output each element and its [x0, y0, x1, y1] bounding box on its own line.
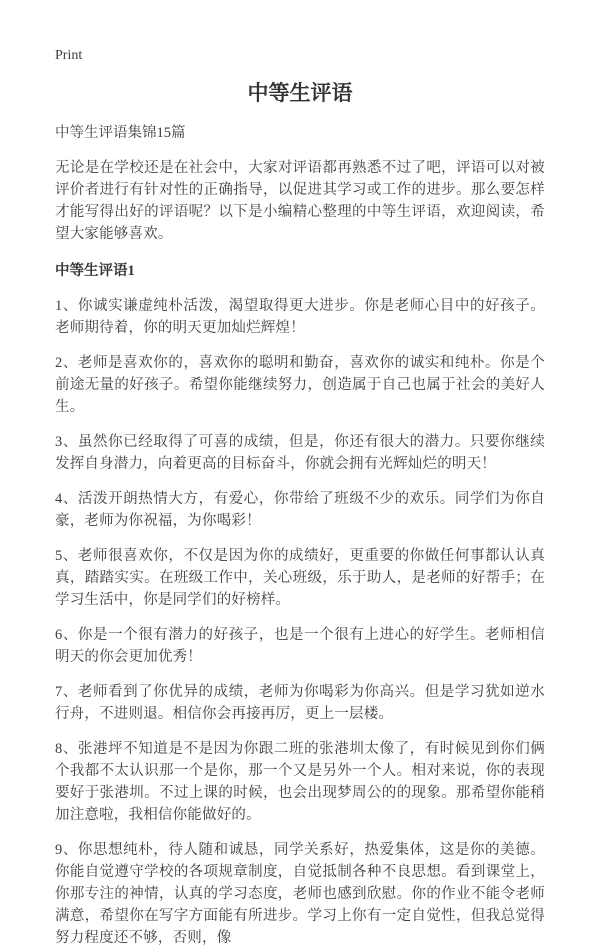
- paragraph-3: 3、虽然你已经取得了可喜的成绩，但是，你还有很大的潜力。只要你继续发挥自身潜力，向着更高的目标奋斗，你就会拥有光辉灿烂的明天！: [55, 434, 545, 472]
- intro-paragraph: 无论是在学校还是在社会中，大家对评语都再熟悉不过了吧，评语可以对被评价者进行有针对性的正确指导，以促进其学习或工作的进步。那么要怎样才能写得出好的评语呢？以下是小编精心整理的中等生评语，欢迎阅读，希望大家能够喜欢。: [55, 160, 545, 242]
- paragraph-4: 4、活泼开朗热情大方，有爱心，你带给了班级不少的欢乐。同学们为你自豪，老师为你祝福，为你喝彩！: [55, 491, 545, 529]
- paragraph-6: 6、你是一个很有潜力的好孩子，也是一个很有上进心的好学生。老师相信明天的你会更加优秀！: [55, 627, 545, 665]
- paragraph-7: 7、老师看到了你优异的成绩，老师为你喝彩为你高兴。但是学习犹如逆水行舟，不进则退。相信你会再接再厉，更上一层楼。: [55, 684, 545, 722]
- paragraph-2: 2、老师是喜欢你的，喜欢你的聪明和勤奋，喜欢你的诚实和纯朴。你是个前途无量的好孩子。希望你能继续努力，创造属于自己也属于社会的美好人生。: [55, 355, 545, 415]
- paragraph-1: 1、你诚实谦虚纯朴活泼，渴望取得更大进步。你是老师心目中的好孩子。老师期待着，你的明天更加灿烂辉煌！: [55, 298, 545, 336]
- section-heading: 中等生评语1: [55, 263, 135, 279]
- paragraph-9: 9、你思想纯朴，待人随和诚恳，同学关系好，热爱集体，这是你的美德。你能自觉遵守学校的各项规章制度，自觉抵制各种不良思想。看到课堂上，你那专注的神情，认真的学习态度，老师也感到欣慰。你的作业不能令老师满意，希望你在写字方面能有所进步。学习上你有一定自觉性，但我总觉得努力程度还不够，否则，像: [55, 842, 545, 946]
- paragraph-8: 8、张港坪不知道是不是因为你跟二班的张港圳太像了，有时候见到你们俩个我都不太认识那一个是你，那一个又是另外一个人。相对来说，你的表现要好于张港圳。不过上课的时候，也会出现梦周公的的现象。那希望你能稍加注意啦，我相信你能做好的。: [55, 741, 545, 823]
- paragraph-5: 5、老师很喜欢你，不仅是因为你的成绩好，更重要的你做任何事都认认真真，踏踏实实。在班级工作中，关心班级，乐于助人，是老师的好帮手；在学习生活中，你是同学们的好榜样。: [55, 548, 545, 608]
- document-subtitle: 中等生评语集锦15篇: [55, 125, 186, 141]
- page-title: 中等生评语: [247, 81, 353, 105]
- print-button[interactable]: Print: [55, 48, 83, 63]
